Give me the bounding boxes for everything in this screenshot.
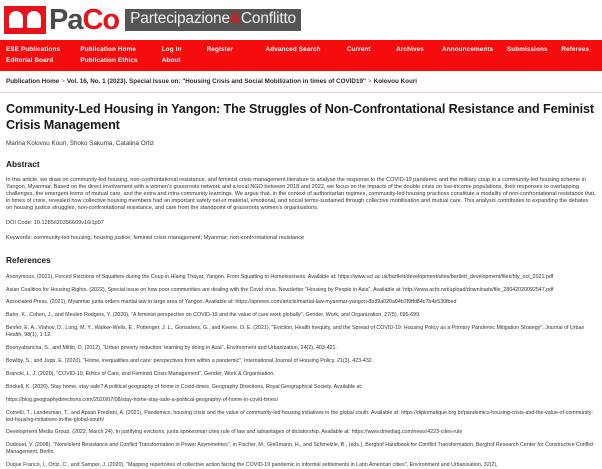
logo-head-right-icon [27, 11, 41, 28]
nav-column-7 [396, 44, 442, 55]
nav-item-editorial-board[interactable]: Editorial Board [6, 57, 54, 64]
nav-item-log-in[interactable]: Log In [161, 46, 182, 53]
nav-column-8 [442, 44, 507, 55]
nav-item-referees[interactable]: Referees [561, 46, 590, 53]
nav-column-5 [266, 44, 347, 55]
breadcrumb [0, 71, 602, 93]
reference-item: Brickell, K. (2020), Stay home, stay safe? A political geography of home in Covid-times. Geography Directions, Royal Geographical Society. Available at: [6, 383, 363, 390]
nav-item-ese-publications[interactable]: ESE Publications [6, 46, 61, 53]
nav-item-current[interactable]: Current [346, 46, 371, 53]
reference-item: Dudouet, V. (2008), "Nonviolent Resistance and Conflict Transformation in Power Asymmetries", in Fischer, M., Gießmann, H., and Schmelzle, B., (eds.), Berghof Handbook for Conflict Transformation, Berghof Research Center for Constructive Conflict Management, Berlin. [6, 442, 594, 456]
page-title: Community-Led Housing in Yangon: The Struggles of Non-Confrontational Resistance and Feminist Crisis Management [6, 102, 594, 132]
reference-item: Anonymous. (2021), Forced Evictions of Squatters during the Coup in Hlaing Thayar, Yangon. From Squatting to Homelessness. Available at: https://www.ucl.ac.uk/bartlett/development/sites/bartlett_development/files/hty_oct_2021.pdf [6, 273, 554, 280]
reference-item: Asian Coalition for Housing Rights. (2022), Special issue on how poor communities are dealing with the Covid virus. Newsletter "Housing by People in Asia". Available at: http://www.achr.net/upload/downloads/file_28042020092547.pdf [6, 286, 554, 293]
breadcrumb-item-publication-home[interactable]: Publication Home [6, 78, 60, 85]
logo-pa-text: Pa [49, 3, 83, 36]
reference-item: Associated Press. (2021), Myanmar junta orders martial law in large area of Yangon. Available at: https://apnews.com/article/martial-law-myanmar-yangon-8b39a020a04b7f9ffd84c7b4e530fbed [6, 299, 457, 306]
reference-item: Comelli, T., Landesman, T., and Apsan Frediani, A. (2021), Pandemics, housing crisis and the value of community-led housing initiatives in the global south. Available at: https://diplomatique.org.br/pandemics-housing-crisis-and-the-value-of-community-led-housing-initiatives-in-the-global-south/ [6, 409, 594, 423]
abstract-text: In this article, we draw on community-led housing, non-confrontational resistance, and feminist crisis management literature to analyse the response to the COVID-19 pandemic and the military coup in a community-led housing scheme in Yangon, Myanmar. Based on the direct involvement with a women's grassroots network and a local NGO between 2018 and 2022, we focus on the impacts of the double crisis on low-income populations, their responses to overlapping challenges, the emergent forms of mutual care, and the extra and intra-community learnings. We argue that, in the context of authoritarian regimes, community-led housing practices constitute a modality of non-confrontational resistance that, in times of crisis, revealed how collective housing members had an important safety net-in material, emotional, and social terms-sustained through collective mobilisation and mutual care. This analysis contributes to expanding the debates on housing justice struggles, non-confrontational resistance, and care from the standpoint of grassroots women's organisations. [6, 177, 596, 212]
site-logo-wordmark[interactable] [49, 3, 120, 36]
article-main [0, 93, 602, 469]
logo-head-left-icon [9, 11, 23, 28]
breadcrumb-separator-1: > [61, 78, 65, 85]
breadcrumb-item-issue[interactable]: Vol. 16, No. 1 (2023). Special Issue on: "Housing Crisis and Social Mobilization in times of COVID19" [66, 78, 366, 85]
reference-item: Development Media Group. (2022, March 24), In justifying evictions, junta spokesman cites rule of law and advantages of dictatorship. Available at: https://www.dmediag.com/news/4223-cites-rule [6, 429, 463, 436]
journal-name-part1: Partecipazione [130, 10, 230, 28]
nav-column-3 [162, 44, 207, 66]
nav-item-archives[interactable]: Archives [396, 46, 424, 53]
reference-item: Bahn, K., Cohen, J., and Meulen Rodgers, Y. (2020), "A feminist perspective on COVID-19 and the value of care work globally", Gender, Work, and Organization, 27(5), 695-699. [6, 312, 421, 319]
abstract-body [6, 177, 596, 212]
paco-logo-icon[interactable] [4, 6, 46, 34]
doi-value[interactable]: 10.1285/i20356609v16i1p07 [33, 220, 104, 227]
reference-item: Brancki, L. J. (2020), "COVID-19, Ethics of Care, and Feminist Crisis Management", Gender, Work & Organisation. [6, 370, 275, 377]
breadcrumb-separator-2: > [367, 78, 372, 85]
nav-item-advanced-search[interactable]: Advanced Search [265, 46, 321, 53]
journal-fullname-strip [125, 9, 301, 30]
references-heading: References [6, 254, 51, 265]
reference-item: Duque Franco, I., Ortiz, C., and Samper, J. (2020), "Mapping repertoires of collective action facing the COVID-19 pandemic in informal settlements in Latin American cities", Environment and Urbanisation, 32(2), [6, 462, 498, 469]
article-authors: Marina Kolovou Kouri, Shoko Sakuma, Catalina Ortiz [6, 140, 155, 147]
nav-item-register[interactable]: Register [206, 46, 234, 53]
references-list [6, 274, 596, 469]
keywords-value: community-led housing; housing justice; feminist crisis management; Myanmar; non-confrontational resistance [33, 234, 305, 241]
breadcrumb-item-author[interactable]: Kolovou Kouri [373, 78, 418, 85]
abstract-heading: Abstract [6, 159, 40, 169]
main-navigation-bar [0, 40, 602, 71]
reference-item: Bowlby, S., and Jupp, E. (2020), "Home, inequalities and care: perspectives from within a pandemic", International Journal of Housing Policy, 21(3), 423-432. [6, 358, 374, 364]
nav-item-about[interactable]: About [161, 57, 181, 64]
nav-column-6 [347, 44, 396, 55]
nav-column-9 [507, 44, 562, 55]
reference-item: https://blog.geographydirections.com/2020/07/08/stay-home-stay-safe-a-political-geography-of-home-in-covid-times/ [6, 396, 279, 403]
keywords-line [6, 235, 596, 242]
nav-column-2 [80, 44, 161, 66]
doi-line [6, 220, 596, 227]
doi-label: DOI Code: [6, 220, 33, 227]
site-masthead [0, 0, 602, 40]
nav-item-submissions[interactable]: Submissions [506, 46, 548, 53]
nav-item-publication-ethics[interactable]: Publication Ethics [80, 57, 138, 64]
keywords-label: Keywords: [6, 234, 32, 241]
nav-item-publication-home[interactable]: Publication Home [80, 46, 136, 53]
logo-base-bar [6, 28, 44, 31]
reference-item: Benfer, E. A., Vlahov, D., Long, M. Y., Walker-Wells, E., Pottenger, J. L., Gonsalves, G., and Keene, D. E. (2021), "Eviction, Health Inequity, and the Spread of COVID-19: Housing Policy as a Primary Pandemic Mitigation Strategy", Journal of Urban Health, 98(1), 1-12. [6, 325, 585, 339]
reference-item: Boonyabancha, S., and Mitlin, D. (2012), "Urban poverty reduction: learning by doing in Asia", Environment and Urbanization, 24(2), 403-421. [6, 345, 337, 352]
nav-column-1 [6, 44, 80, 66]
nav-item-announcements[interactable]: Announcements [442, 46, 494, 53]
navigation-columns [6, 44, 596, 66]
logo-co-text: Co [82, 3, 120, 36]
journal-name-ampersand: & [229, 10, 241, 28]
journal-name-part2: Conflitto [240, 10, 296, 28]
nav-column-4 [207, 44, 266, 55]
nav-column-10 [561, 44, 596, 55]
